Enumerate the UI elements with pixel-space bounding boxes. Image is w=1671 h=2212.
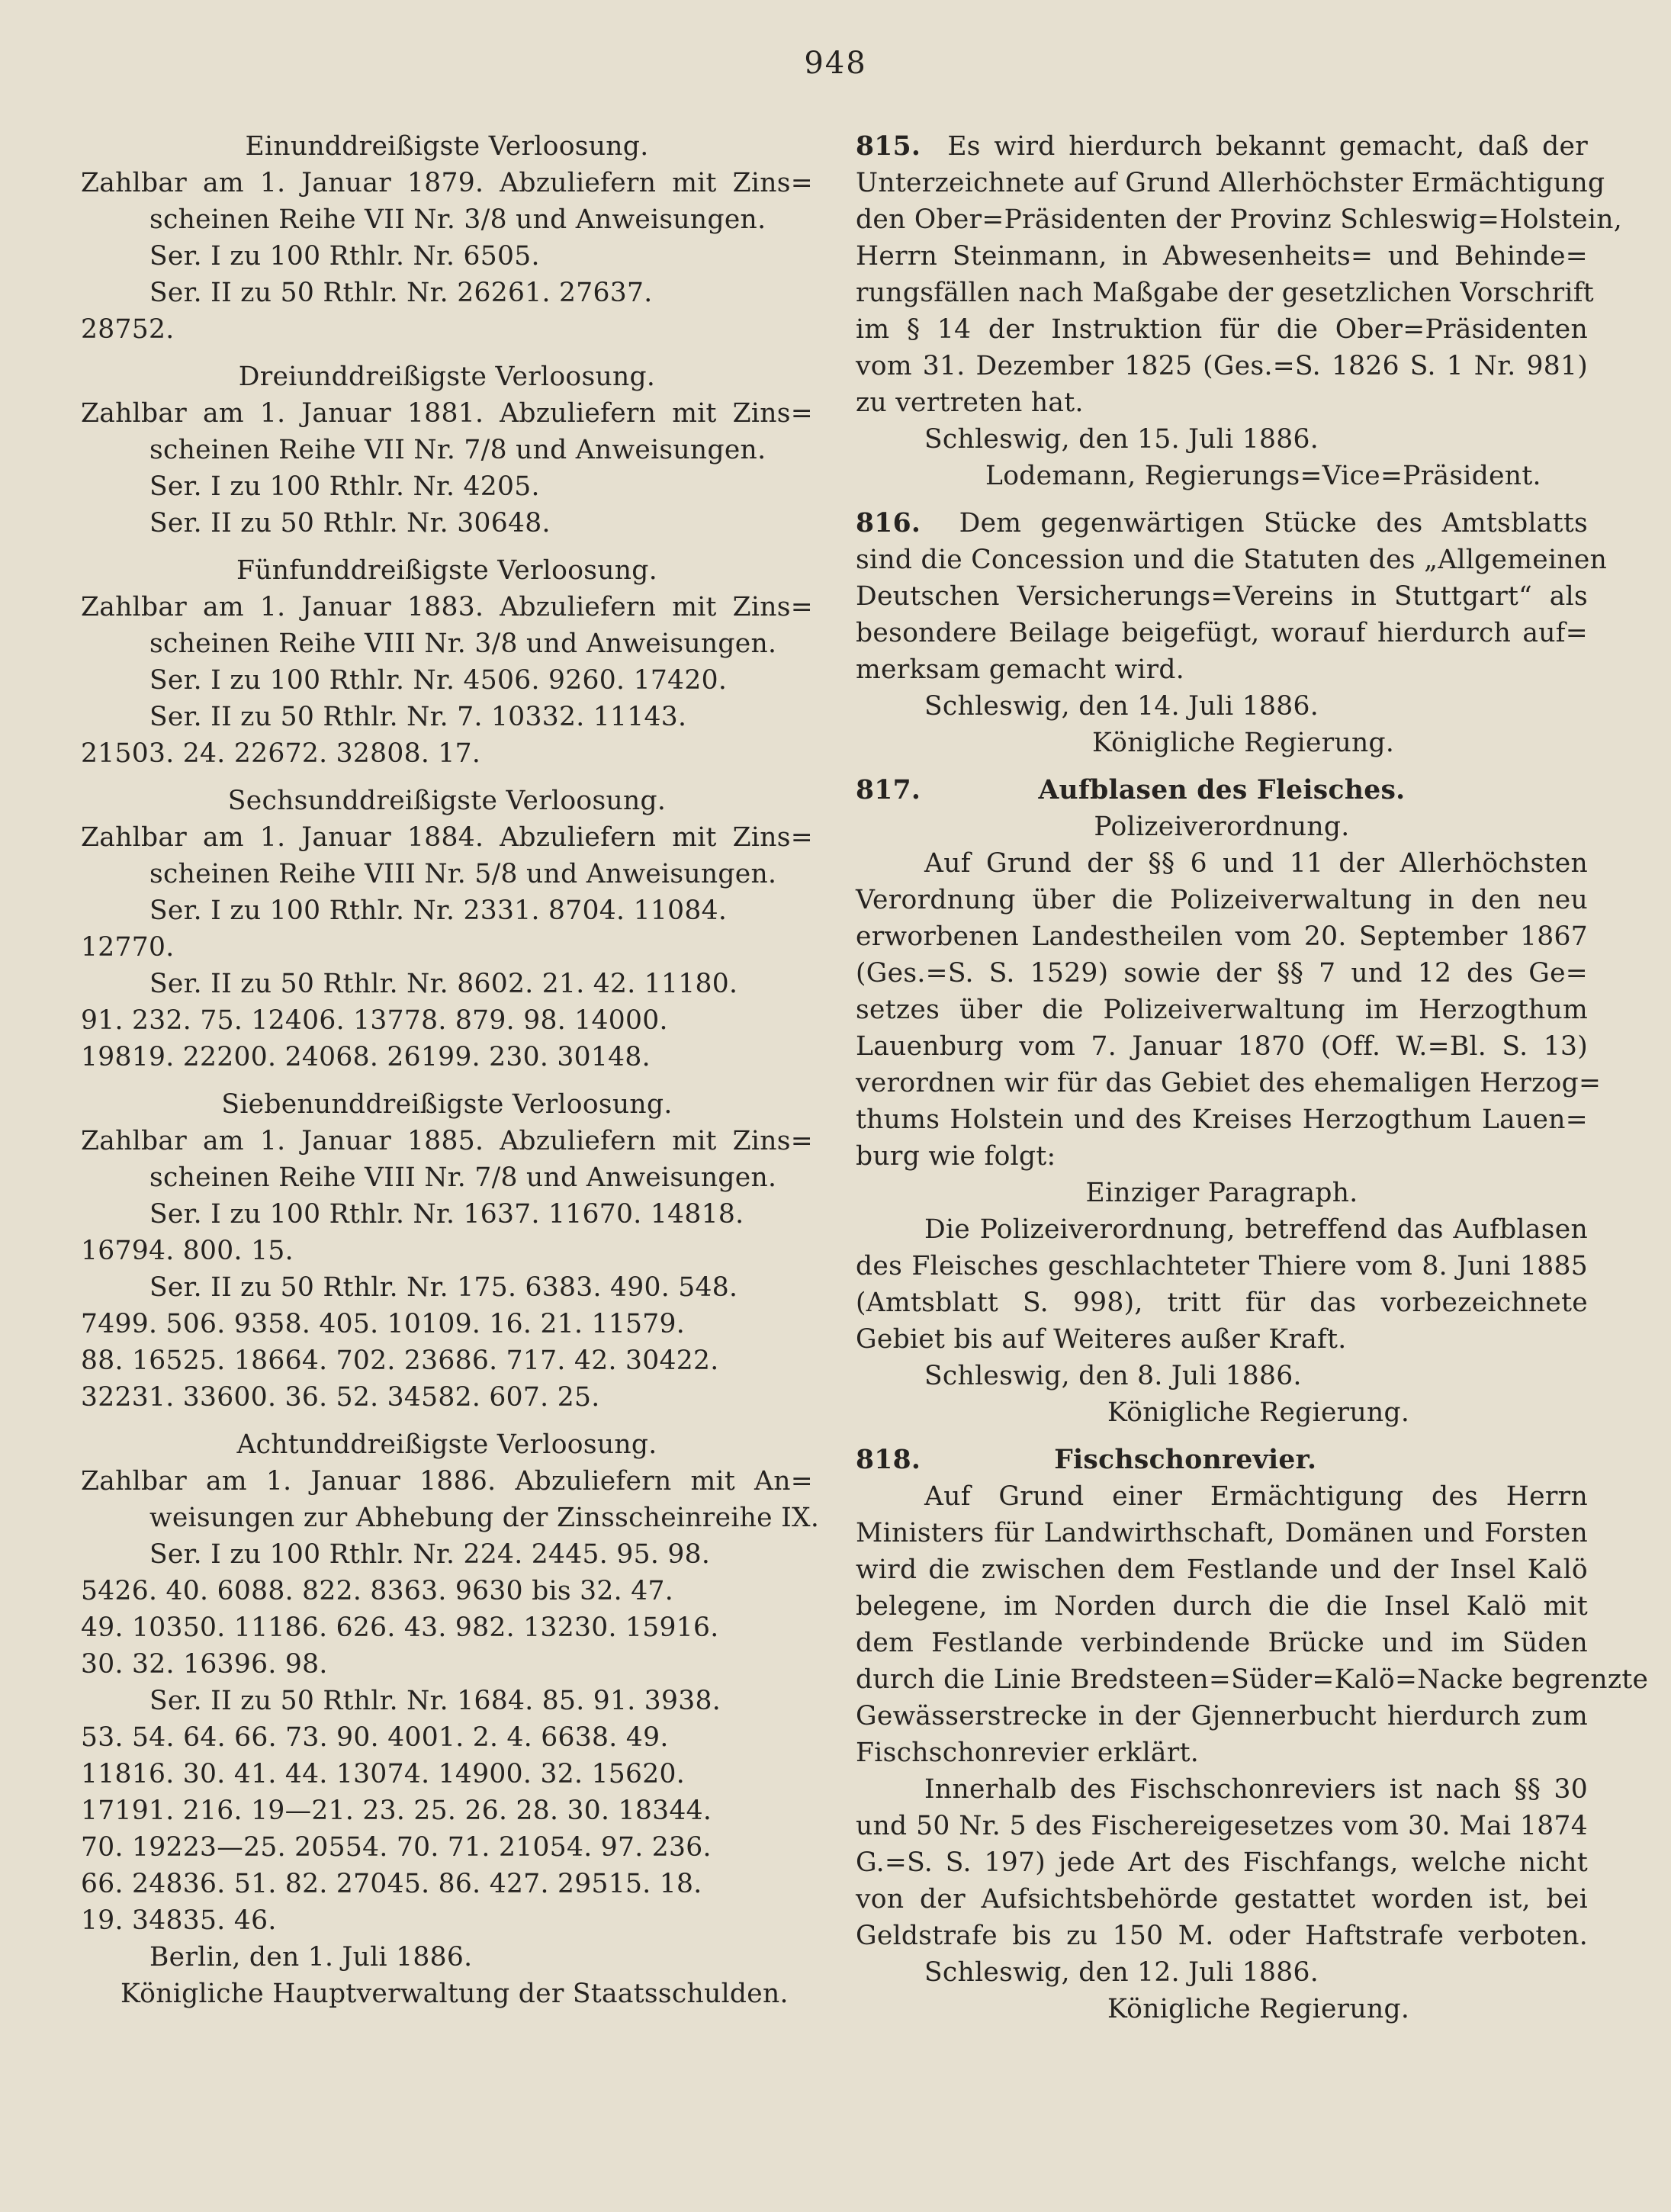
text-line: Ser. II zu 50 Rthlr. Nr. 26261. 27637. (149, 278, 653, 308)
text-line: belegene, im Norden durch die die Insel Kalö mit (856, 1591, 1588, 1622)
text-line: weisungen zur Abhebung der Zinsscheinreihe IX. (149, 1503, 820, 1533)
text-line: Auf Grund einer Ermächtigung des Herrn (924, 1481, 1588, 1512)
text-line: Es wird hierdurch bekannt gemacht, daß der (947, 131, 1588, 162)
text-line: 91. 232. 75. 12406. 13778. 879. 98. 14000. (81, 1005, 668, 1036)
text-line: Lauenburg vom 7. Januar 1870 (Off. W.=Bl. S. 13) (856, 1031, 1588, 1062)
text-line: Zahlbar am 1. Januar 1884. Abzuliefern mit Zins= (81, 822, 813, 853)
text-line: Ser. I zu 100 Rthlr. Nr. 2331. 8704. 11084. (149, 895, 728, 926)
text-line: Dem gegenwärtigen Stücke des Amtsblatts (959, 508, 1588, 539)
text-line: scheinen Reihe VII Nr. 3/8 und Anweisungen. (149, 204, 766, 235)
notice-816 (856, 505, 1608, 761)
text-line: Geldstrafe bis zu 150 M. oder Haftstrafe verboten. (856, 1921, 1588, 1951)
right-column (856, 128, 1649, 2027)
section-title: Achtunddreißigste Verloosung. (236, 1429, 657, 1460)
text-line: Auf Grund der §§ 6 und 11 der Allerhöchsten (924, 848, 1588, 879)
text-line: 19819. 22200. 24068. 26199. 230. 30148. (81, 1042, 651, 1072)
place-date: Schleswig, den 8. Juli 1886. (924, 1361, 1302, 1391)
text-line: im § 14 der Instruktion für die Ober=Präsidenten (856, 314, 1588, 345)
text-line: besondere Beilage beigefügt, worauf hierdurch auf= (856, 618, 1588, 648)
notice-title: Fischschonrevier. (1054, 1445, 1317, 1475)
text-line: zu vertreten hat. (856, 387, 1084, 418)
issuing-authority: Königliche Regierung. (1107, 1397, 1410, 1428)
text-line: Ser. I zu 100 Rthlr. Nr. 1637. 11670. 14818. (149, 1199, 744, 1230)
text-line: 28752. (81, 314, 175, 345)
section-35 (81, 552, 813, 772)
left-column (81, 128, 820, 2012)
text-line: Ser. II zu 50 Rthlr. Nr. 7. 10332. 11143. (149, 702, 687, 732)
text-line: Zahlbar am 1. Januar 1881. Abzuliefern mit Zins= (81, 398, 813, 429)
text-line: Gewässerstrecke in der Gjennerbucht hierdurch zum (856, 1701, 1588, 1731)
text-line: 16794. 800. 15. (81, 1236, 294, 1266)
text-line: thums Holstein und des Kreises Herzogthum Lauen= (856, 1104, 1588, 1135)
notice-number: 816. (856, 508, 921, 539)
issuing-authority: Königliche Regierung. (1107, 1994, 1410, 2024)
notice-heading (856, 772, 1588, 809)
text-line: 7499. 506. 9358. 405. 10109. 16. 21. 11579. (81, 1309, 685, 1339)
section-37 (81, 1086, 813, 1416)
text-line: durch die Linie Bredsteen=Süder=Kalö=Nacke begrenzte (856, 1664, 1649, 1695)
text-line: 11816. 30. 41. 44. 13074. 14900. 32. 15620. (81, 1759, 685, 1789)
section-title: Sechsunddreißigste Verloosung. (227, 786, 667, 816)
place-date: Berlin, den 1. Juli 1886. (149, 1942, 473, 1972)
page-number: 948 (804, 46, 867, 81)
text-line: G.=S. S. 197) jede Art des Fischfangs, welche nicht (856, 1847, 1588, 1878)
text-line: Verordnung über die Polizeiverwaltung in den neu (856, 885, 1588, 915)
text-line: dem Festlande verbindende Brücke und im Süden (856, 1628, 1588, 1658)
section-title: Dreiunddreißigste Verloosung. (238, 362, 656, 392)
text-line: sind die Concession und die Statuten des „Allgemeinen (856, 545, 1608, 575)
text-line: scheinen Reihe VII Nr. 7/8 und Anweisungen. (149, 435, 766, 465)
text-line: Fischschonrevier erklärt. (856, 1738, 1200, 1768)
place-date: Schleswig, den 15. Juli 1886. (924, 424, 1319, 455)
text-line: Gebiet bis auf Weiteres außer Kraft. (856, 1324, 1347, 1355)
text-line: 49. 10350. 11186. 626. 43. 982. 13230. 15916. (81, 1612, 719, 1643)
text-line: Ser. I zu 100 Rthlr. Nr. 6505. (149, 241, 540, 272)
notice-first-line (856, 505, 1588, 542)
text-line: 19. 34835. 46. (81, 1905, 277, 1936)
text-line: 21503. 24. 22672. 32808. 17. (81, 738, 481, 769)
text-line: 32231. 33600. 36. 52. 34582. 607. 25. (81, 1382, 600, 1413)
notice-first-line (856, 1442, 1588, 1478)
text-line: Innerhalb des Fischschonreviers ist nach §§ 30 (924, 1774, 1588, 1805)
paragraph-title: Einziger Paragraph. (1085, 1178, 1358, 1208)
issuing-authority: Königliche Regierung. (1092, 728, 1395, 758)
section-title: Siebenunddreißigste Verloosung. (221, 1089, 673, 1120)
text-line: Zahlbar am 1. Januar 1879. Abzuliefern mit Zins= (81, 168, 813, 198)
text-line: 66. 24836. 51. 82. 27045. 86. 427. 29515. 18. (81, 1869, 702, 1899)
section-38 (81, 1426, 820, 2012)
text-line: Ser. II zu 50 Rthlr. Nr. 175. 6383. 490. 548. (149, 1272, 738, 1303)
text-line: erworbenen Landestheilen vom 20. September 1867 (856, 921, 1588, 952)
signature: Lodemann, Regierungs=Vice=Präsident. (985, 461, 1541, 491)
text-line: 17191. 216. 19—21. 23. 25. 26. 28. 30. 18344. (81, 1796, 712, 1826)
section-31 (81, 128, 813, 348)
notice-number: 815. (856, 131, 921, 162)
text-line: Deutschen Versicherungs=Vereins in Stuttgart“ als (856, 581, 1588, 612)
text-line: scheinen Reihe VIII Nr. 7/8 und Anweisungen. (149, 1162, 777, 1193)
text-line: 70. 19223—25. 20554. 70. 71. 21054. 97. 236. (81, 1832, 712, 1863)
text-line: Ser. II zu 50 Rthlr. Nr. 8602. 21. 42. 11180. (149, 969, 738, 999)
text-line: Zahlbar am 1. Januar 1883. Abzuliefern mit Zins= (81, 592, 813, 622)
text-line: Ser. II zu 50 Rthlr. Nr. 30648. (149, 508, 551, 539)
text-line: merksam gemacht wird. (856, 654, 1185, 685)
notice-818 (856, 1442, 1649, 2027)
issuing-authority: Königliche Hauptverwaltung der Staatsschulden. (121, 1979, 789, 2009)
text-line: scheinen Reihe VIII Nr. 3/8 und Anweisungen. (149, 629, 777, 659)
text-line: burg wie folgt: (856, 1141, 1056, 1172)
text-line: Die Polizeiverordnung, betreffend das Aufblasen (924, 1214, 1588, 1245)
text-line: Ser. I zu 100 Rthlr. Nr. 224. 2445. 95. 98. (149, 1539, 711, 1570)
text-line: Ser. II zu 50 Rthlr. Nr. 1684. 85. 91. 3938. (149, 1686, 721, 1716)
text-line: 88. 16525. 18664. 702. 23686. 717. 42. 30422. (81, 1346, 719, 1376)
text-line: 30. 32. 16396. 98. (81, 1649, 328, 1680)
text-line: Zahlbar am 1. Januar 1885. Abzuliefern mit Zins= (81, 1126, 813, 1156)
text-line: den Ober=Präsidenten der Provinz Schleswig=Holstein, (856, 204, 1622, 235)
place-date: Schleswig, den 14. Juli 1886. (924, 691, 1319, 722)
text-line: des Fleisches geschlachteter Thiere vom 8. Juni 1885 (856, 1251, 1588, 1281)
text-line: Ser. I zu 100 Rthlr. Nr. 4205. (149, 471, 540, 502)
text-line: (Amtsblatt S. 998), tritt für das vorbezeichnete (856, 1288, 1588, 1318)
text-line: vom 31. Dezember 1825 (Ges.=S. 1826 S. 1 Nr. 981) (856, 351, 1588, 381)
section-title: Einunddreißigste Verloosung. (245, 131, 649, 162)
notice-number: 818. (856, 1445, 921, 1475)
section-title: Fünfunddreißigste Verloosung. (236, 555, 657, 586)
section-36 (81, 783, 813, 1075)
text-line: von der Aufsichtsbehörde gestattet worden ist, bei (856, 1884, 1588, 1915)
text-line: Ser. I zu 100 Rthlr. Nr. 4506. 9260. 17420. (149, 665, 728, 696)
text-line: verordnen wir für das Gebiet des ehemaligen Herzog= (856, 1068, 1602, 1098)
notice-817 (856, 772, 1602, 1431)
place-date: Schleswig, den 12. Juli 1886. (924, 1957, 1319, 1988)
text-line: setzes über die Polizeiverwaltung im Herzogthum (856, 995, 1588, 1025)
notice-title: Aufblasen des Fleisches. (1038, 775, 1406, 805)
text-line: und 50 Nr. 5 des Fischereigesetzes vom 30. Mai 1874 (856, 1811, 1588, 1841)
text-line: Unterzeichnete auf Grund Allerhöchster Ermächtigung (856, 168, 1605, 198)
notice-first-line (856, 128, 1588, 165)
text-line: 53. 54. 64. 66. 73. 90. 4001. 2. 4. 6638. 49. (81, 1722, 669, 1753)
text-line: wird die zwischen dem Festlande und der Insel Kalö (856, 1555, 1588, 1585)
notice-number: 817. (856, 775, 921, 805)
text-line: 12770. (81, 932, 175, 963)
notice-815 (856, 128, 1622, 494)
text-line: 5426. 40. 6088. 822. 8363. 9630 bis 32. 47. (81, 1576, 673, 1606)
text-line: Ministers für Landwirthschaft, Domänen und Forsten (856, 1518, 1588, 1548)
text-line: (Ges.=S. S. 1529) sowie der §§ 7 und 12 des Ge= (856, 958, 1588, 989)
text-line: scheinen Reihe VIII Nr. 5/8 und Anweisungen. (149, 859, 777, 889)
text-line: rungsfällen nach Maßgabe der gesetzlichen Vorschrift (856, 278, 1594, 308)
text-line: Herrn Steinmann, in Abwesenheits= und Behinde= (856, 241, 1588, 272)
section-33 (81, 358, 813, 542)
notice-subtitle: Polizeiverordnung. (1094, 812, 1350, 842)
text-line: Zahlbar am 1. Januar 1886. Abzuliefern mit An= (81, 1466, 813, 1497)
